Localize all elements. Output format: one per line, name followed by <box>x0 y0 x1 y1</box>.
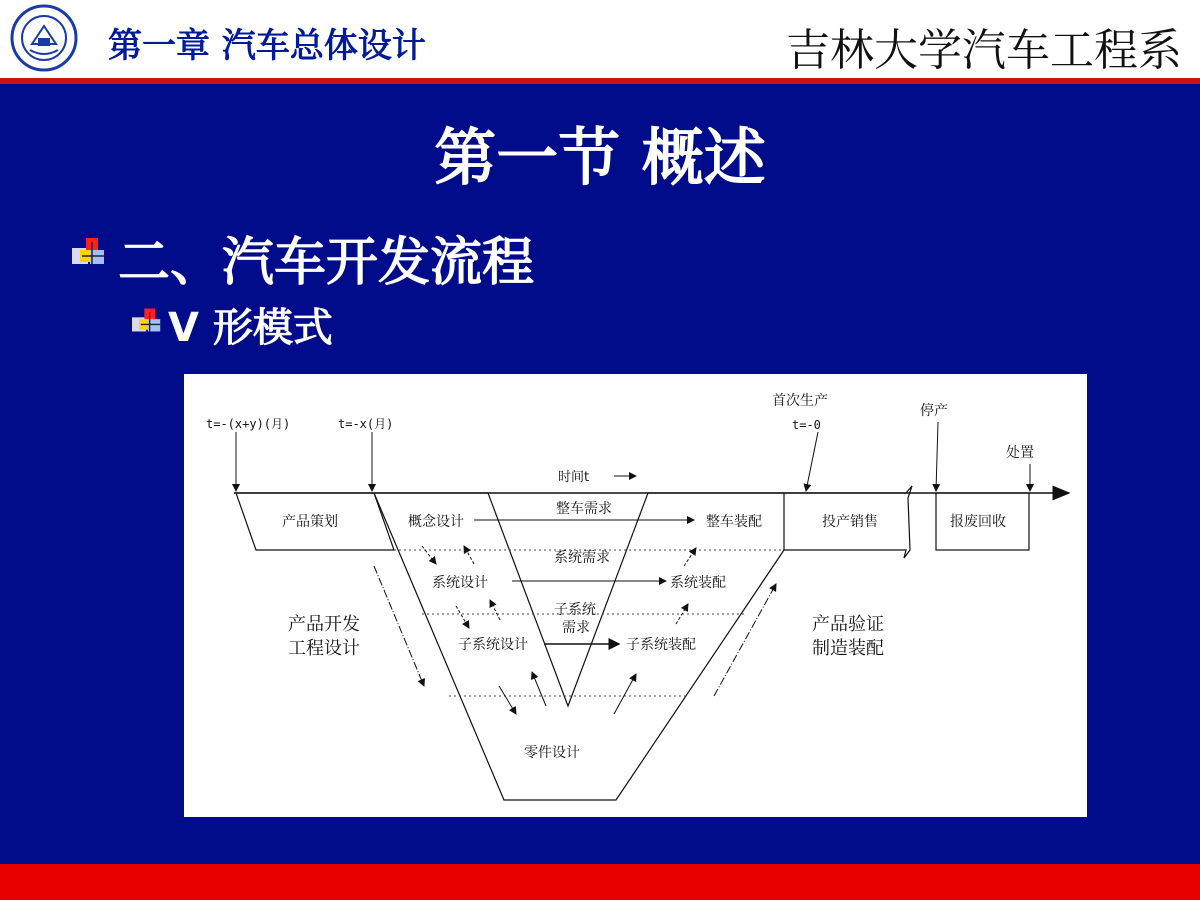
bullet-icon <box>72 236 106 266</box>
phase-product-planning: 产品策划 <box>282 514 338 530</box>
footer-bar <box>0 864 1200 900</box>
subsection-heading: V 形模式 <box>168 305 333 351</box>
label-time-axis: 时间t <box>558 470 590 485</box>
section-heading: 二、汽车开发流程 <box>118 233 535 293</box>
dev-direction-arrow <box>374 566 424 686</box>
side-label-left-1: 产品开发 <box>288 614 360 635</box>
label-t-start: t=-(x+y)(月) <box>206 417 291 431</box>
jilin-university-seal-icon <box>10 4 78 72</box>
phase-scrap-recycle: 报废回收 <box>950 514 1006 530</box>
node-system-assembly: 系统装配 <box>670 575 726 591</box>
diag-arrow-l1 <box>422 546 436 564</box>
node-vehicle-assembly: 整车装配 <box>706 514 762 530</box>
label-first-production: 首次生产 <box>772 393 828 409</box>
req-system: 系统需求 <box>554 550 610 566</box>
req-subsystem-line1: 子系统 <box>554 602 596 618</box>
req-vehicle: 整车需求 <box>556 501 612 517</box>
diag-arrow-r3 <box>614 674 636 714</box>
label-t-concept: t=-x(月) <box>338 417 394 431</box>
node-system-design: 系统设计 <box>432 575 488 591</box>
diag-arrow-l2 <box>464 546 474 564</box>
phase-launch-sales: 投产销售 <box>822 514 878 530</box>
label-disposal: 处置 <box>1006 445 1034 461</box>
v-model-diagram <box>184 374 1087 817</box>
v-model-svg <box>184 374 1087 817</box>
chapter-title: 第一章 汽车总体设计 <box>108 26 426 66</box>
label-stop-production: 停产 <box>920 403 948 419</box>
side-label-right-2: 制造装配 <box>812 638 884 659</box>
marker-stop-production <box>936 422 938 491</box>
header-divider <box>0 78 1200 84</box>
node-subsystem-assembly: 子系统装配 <box>626 637 696 653</box>
marker-first-production <box>806 432 818 491</box>
diag-arrow-l5 <box>499 686 516 714</box>
header-bar <box>0 0 1200 78</box>
node-subsystem-design: 子系统设计 <box>458 637 528 653</box>
sub-bullet-icon <box>132 306 162 334</box>
node-concept-design: 概念设计 <box>408 514 464 530</box>
department-name: 吉林大学汽车工程系 <box>786 25 1182 76</box>
diag-arrow-l3 <box>456 606 469 628</box>
diag-arrow-r1 <box>684 548 696 566</box>
node-part-design: 零件设计 <box>524 745 580 761</box>
diag-arrow-l4 <box>490 600 500 620</box>
section-title: 第一节 概述 <box>434 121 766 194</box>
side-label-right-1: 产品验证 <box>812 614 884 635</box>
req-subsystem-line2: 需求 <box>562 620 590 636</box>
label-t-zero: t=-0 <box>792 418 821 432</box>
side-label-left-2: 工程设计 <box>288 638 360 659</box>
diag-arrow-l6 <box>532 672 546 706</box>
